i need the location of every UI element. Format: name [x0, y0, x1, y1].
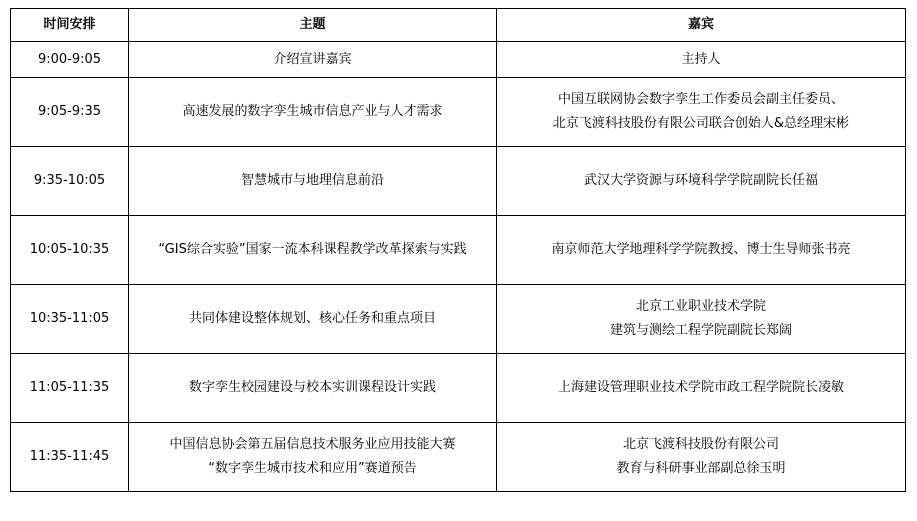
- topic-cell: [129, 78, 497, 147]
- time-cell: 9:05-9:35: [11, 78, 129, 147]
- guest-line: 主持人: [681, 51, 721, 67]
- topic-line: 中国信息协会第五届信息技术服务业应用技能大赛: [169, 437, 456, 452]
- table-row: [11, 285, 906, 354]
- table-row: [11, 423, 906, 492]
- table-row: [11, 78, 906, 147]
- guest-cell: [497, 354, 906, 423]
- time-cell: 11:35-11:45: [11, 423, 129, 492]
- guest-line: 北京工业职业技术学院: [635, 299, 766, 314]
- topic-cell: [129, 147, 497, 216]
- topic-cell: [129, 354, 497, 423]
- guest-line: 上海建设管理职业技术学院市政工程学院院长凌敏: [557, 380, 844, 395]
- guest-line: 建筑与测绘工程学院副院长郑阔: [609, 323, 792, 338]
- table-row: [11, 147, 906, 216]
- time-cell: 11:05-11:35: [11, 354, 129, 423]
- guest-line: 北京飞渡科技股份有限公司: [622, 437, 779, 452]
- topic-line: 介绍宣讲嘉宾: [273, 51, 352, 67]
- table-row: [11, 42, 906, 78]
- topic-line: 共同体建设整体规划、核心任务和重点项目: [188, 311, 436, 326]
- table-header-row: [11, 9, 906, 42]
- time-cell: 9:00-9:05: [11, 42, 129, 78]
- guest-cell: [497, 78, 906, 147]
- time-cell: 10:05-10:35: [11, 216, 129, 285]
- schedule-table: [10, 8, 906, 492]
- topic-line: “数字孪生城市技术和应用”赛道预告: [208, 461, 417, 476]
- guest-cell: [497, 216, 906, 285]
- guest-line: 教育与科研事业部副总徐玉明: [616, 461, 786, 476]
- topic-cell: [129, 216, 497, 285]
- topic-line: 数字孪生校园建设与校本实训课程设计实践: [188, 380, 436, 395]
- guest-line: 武汉大学资源与环境科学学院副院长任福: [583, 173, 818, 188]
- topic-line: 高速发展的数字孪生城市信息产业与人才需求: [182, 104, 443, 119]
- table-row: [11, 216, 906, 285]
- topic-line: “GIS综合实验”国家一流本科课程教学改革探索与实践: [158, 242, 467, 257]
- guest-cell: [497, 423, 906, 492]
- topic-cell: [129, 285, 497, 354]
- header-guest: 嘉宾: [497, 9, 906, 42]
- guest-cell: [497, 147, 906, 216]
- topic-line: 智慧城市与地理信息前沿: [240, 173, 384, 188]
- guest-line: 中国互联网协会数字孪生工作委员会副主任委员、: [557, 92, 844, 107]
- guest-cell: [497, 285, 906, 354]
- guest-line: 南京师范大学地理科学学院教授、博士生导师张书亮: [551, 242, 851, 257]
- topic-cell: [129, 423, 497, 492]
- topic-cell: [129, 42, 497, 78]
- header-time: 时间安排: [11, 9, 129, 42]
- table-row: [11, 354, 906, 423]
- header-topic: 主题: [129, 9, 497, 42]
- guest-line: 北京飞渡科技股份有限公司联合创始人&总经理宋彬: [552, 116, 850, 131]
- time-cell: 9:35-10:05: [11, 147, 129, 216]
- time-cell: 10:35-11:05: [11, 285, 129, 354]
- guest-cell: [497, 42, 906, 78]
